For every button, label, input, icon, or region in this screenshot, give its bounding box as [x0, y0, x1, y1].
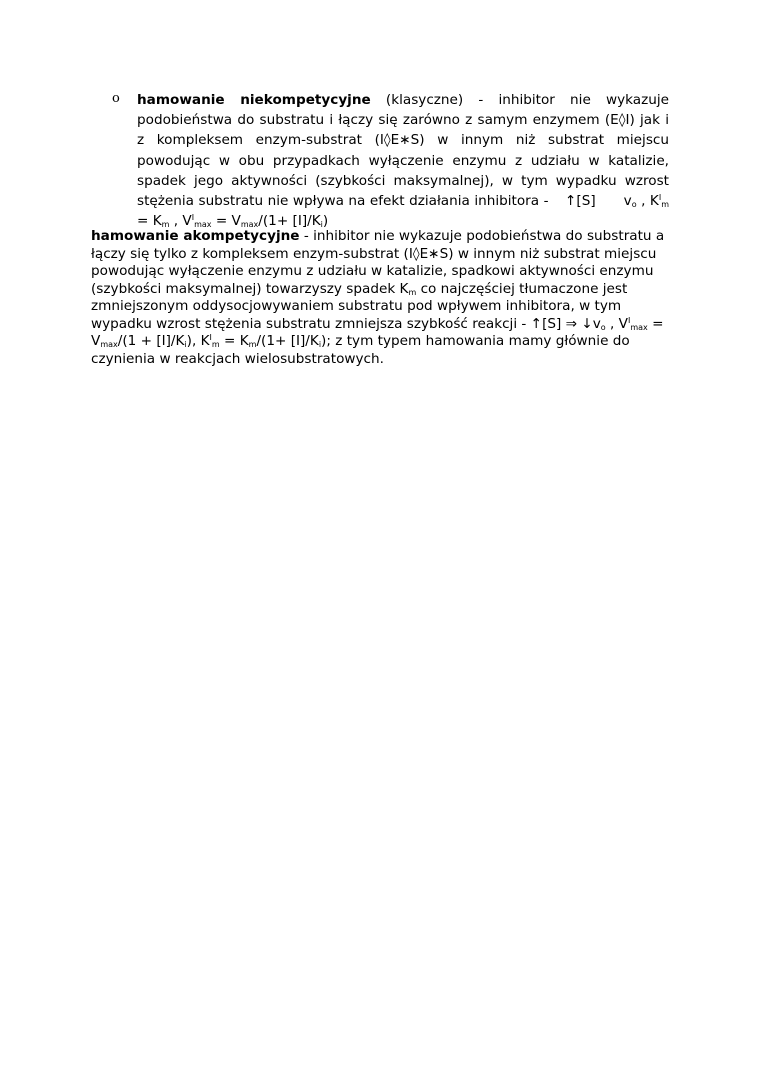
vmax-sub: max [194, 220, 212, 230]
sep1: , V [605, 315, 628, 332]
arrow-up-icon: ↑ [530, 315, 543, 332]
v-letter: v [592, 315, 601, 332]
substrate-conc: [S] [576, 193, 596, 210]
para-body-2: co najczęściej tłumaczone jest zmniejszonym oddysocjowywaniem substratu pod wpływem inhibitora, w tym wypadku wzrost stężenia substratu zmniejsza szybkość reakcji - [91, 280, 628, 332]
eq1: = V [91, 315, 664, 349]
comma: , [636, 193, 646, 210]
vmax-sub: max [630, 322, 648, 332]
k-letter: K [649, 193, 659, 210]
close: ) [322, 213, 329, 230]
eq-km-sub: m [161, 220, 170, 230]
v-sub: o [600, 322, 606, 332]
bullet-item-noncompetitive [112, 90, 672, 231]
para-km-sub: m [408, 287, 417, 297]
eq-km: = K [137, 213, 162, 230]
bullet-body: (klasyczne) - inhibitor nie wykazuje podobieństwa do substratu i łączy się zarówno z samym enzymem (E◊I) jak i z kompleksem enzym-substrat (I◊E∗S) w innym niż substrat miejscu powodując w obu przypadkach wyłączenie enzymu z udziału w katalizie, spadek jego aktywności (szybkości maksymalnej), w tym wypadku wzrost stężenia substratu nie wpływa na efekt działania inhibitora - [137, 92, 669, 210]
km-sub: m [211, 340, 220, 349]
v-letter: v [623, 193, 632, 210]
vmax-sup: I [191, 213, 195, 223]
paragraph-uncompetitive [91, 228, 676, 368]
ki-sub-2: i [318, 340, 322, 349]
arrow-up-icon: ↑ [565, 193, 577, 210]
tail: /(1+ [I]/K [258, 213, 321, 230]
term-noncompetitive: hamowanie niekompetycyjne [137, 92, 371, 108]
frac1: /(1 + [I]/K [117, 333, 185, 349]
bullet-text [137, 90, 669, 231]
eq2: = K [219, 333, 249, 349]
frac2: /(1+ [I]/K [256, 333, 319, 349]
k-sub: m [661, 200, 669, 210]
substrate-conc: [S] [542, 315, 566, 332]
ki-sub: i [320, 220, 323, 230]
v-sub: o [631, 200, 637, 210]
k-sup: I [658, 193, 662, 203]
para-body-1: - inhibitor nie wykazuje podobieństwa do substratu a łączy się tylko z kompleksem enzym-substrat (I◊E∗S) w innym niż substrat miejscu powodując wyłączenie enzymu z udziału w katalizie, spadkowi aktywności enzymu (szybkości maksymalnej) towarzyszy spadek K [91, 228, 665, 297]
bullet-marker: o [112, 91, 120, 106]
km-sub-2: m [248, 340, 257, 349]
vmax-sup: I [627, 315, 631, 325]
para-body-3: ); z tym typem hamowania mamy głównie do czynienia w reakcjach wielosubstratowych. [91, 333, 630, 367]
vmax-sub-2: max [100, 340, 118, 349]
sep: , V [169, 213, 192, 230]
term-uncompetitive: hamowanie akompetycyjne [91, 228, 300, 244]
arrow-down-icon: ↓ [577, 315, 593, 332]
km-sup: I [209, 333, 212, 342]
ki-sub: i [184, 340, 187, 349]
eq-vmax-sub: max [240, 220, 259, 230]
sep2: ), K [186, 333, 210, 349]
implies-icon: ⇒ [565, 315, 578, 332]
eq-vmax: = V [211, 213, 241, 230]
